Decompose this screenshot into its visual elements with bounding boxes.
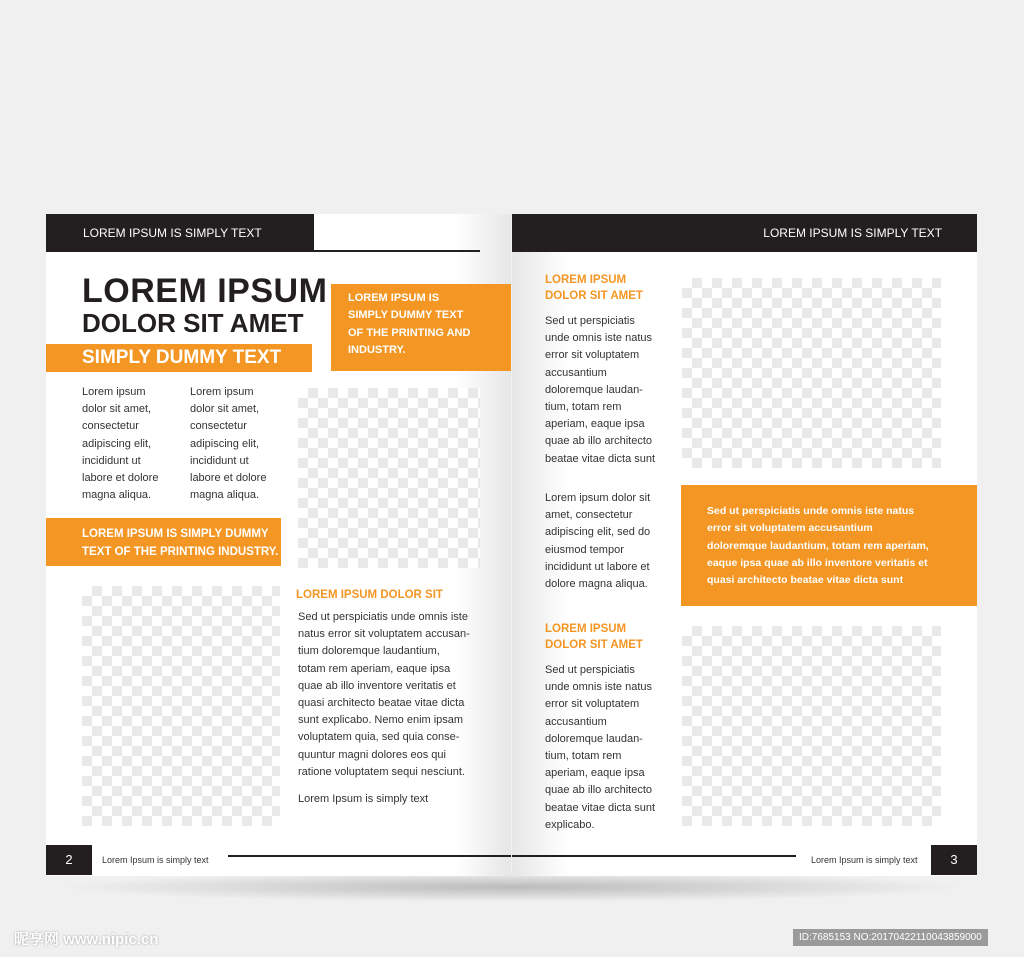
right-page-number: 3 [931,845,977,875]
article-body [298,609,470,781]
text-line: totam rem aperiam, eaque ipsa [298,662,451,675]
article-footer: Lorem Ipsum is simply text [298,793,429,805]
text-line: adipiscing elit, [190,437,260,450]
image-placeholder-2 [82,586,280,826]
text-line: doloremque laudan- [545,732,643,745]
text-line: beatae vitae dicta sunt [545,801,656,814]
left-page [46,214,511,876]
text-line: aperiam, eaque ipsa [545,767,645,780]
callout-line: error sit voluptatem accusantium [707,522,873,535]
text-line: quasi architecto beatae vitae dicta [298,697,465,710]
watermark-id: ID:7685153 NO:20170422110043859000 [793,929,988,946]
band-line: LOREM IPSUM IS SIMPLY DUMMY [82,528,269,540]
text-line: amet, consectetur [545,509,633,522]
left-footer-text: Lorem Ipsum is simply text [102,855,209,865]
text-line: error sit voluptatem [545,698,640,711]
text-line: labore et dolore [82,472,159,485]
text-line: beatae vitae dicta sunt [545,452,656,465]
text-line: adipiscing elit, [82,437,152,450]
text-line: Sed ut perspiciatis [545,315,635,327]
spread-shadow [56,872,968,902]
right-heading-2 [545,621,643,653]
left-header-bar [46,214,314,252]
text-line: quae ab illo architecto [545,435,653,448]
text-line: sunt explicabo. Nemo enim ipsam [298,714,464,727]
image-placeholder-1 [298,388,480,568]
right-callout-box [681,485,977,606]
text-line: dolore magna aliqua. [545,578,648,591]
heading-line: LOREM IPSUM [545,623,627,635]
page-title-line1: LOREM IPSUM [82,272,328,310]
text-line: consectetur [82,420,139,433]
callout-line: LOREM IPSUM IS [348,292,440,304]
right-heading-1 [545,272,643,304]
callout-line: INDUSTRY. [348,343,406,356]
text-line: labore et dolore [190,472,267,485]
left-band-2 [46,518,281,566]
text-line: incididunt ut [190,454,249,467]
callout-line: SIMPLY DUMMY TEXT [348,309,464,322]
text-line: incididunt ut labore et [545,560,650,573]
text-line: adipiscing elit, sed do [545,526,651,539]
text-line: tium, totam rem [545,750,622,763]
text-line: dolor sit amet, [190,403,260,416]
heading-line: LOREM IPSUM [545,274,627,286]
text-line: accusantium [545,715,607,728]
image-placeholder-3 [682,278,941,468]
callout-line: Sed ut perspiciatis unde omnis iste natus [707,505,915,517]
text-line: quuntur magni dolores eos qui [298,748,446,761]
subtitle-band-text: SIMPLY DUMMY TEXT [82,347,282,368]
heading-line: DOLOR SIT AMET [545,639,643,651]
right-header-text: LOREM IPSUM IS SIMPLY TEXT [763,226,942,240]
text-line: aperiam, eaque ipsa [545,418,645,431]
intro-column-1 [82,384,158,504]
text-line: dolor sit amet, [82,403,152,416]
text-line: Lorem ipsum dolor sit [545,492,651,504]
text-line: unde omnis iste natus [545,332,653,345]
text-line: Sed ut perspiciatis unde omnis iste [298,611,468,623]
right-footer-text: Lorem Ipsum is simply text [811,855,918,865]
text-line: voluptatem quia, sed quia conse- [298,731,460,744]
right-footer-rule [512,855,796,857]
text-line: error sit voluptatem [545,349,640,362]
text-line: Sed ut perspiciatis [545,664,635,676]
text-line: quae ab illo inventore veritatis et [298,679,456,692]
subtitle-band [46,344,312,372]
left-callout-box [331,284,511,371]
right-header-bar [512,214,977,252]
page-title-line2: DOLOR SIT AMET [82,308,304,338]
left-header-text: LOREM IPSUM IS SIMPLY TEXT [83,226,262,240]
callout-line: doloremque laudantium, totam rem aperiam, [707,539,929,552]
text-line: Lorem ipsum [190,386,254,398]
heading-line: DOLOR SIT AMET [545,290,643,302]
right-text-3 [545,662,655,834]
callout-line: eaque ipsa quae ab illo inventore veritatis et [707,556,928,569]
article-heading: LOREM IPSUM DOLOR SIT [296,589,443,601]
right-text-1 [545,313,655,468]
intro-column-2 [190,384,266,504]
text-line: explicabo. [545,818,595,831]
text-line: Lorem ipsum [82,386,146,398]
text-line: ratione voluptatem sequi nesciunt. [298,765,465,778]
text-line: eiusmod tempor [545,543,624,556]
text-line: tium, totam rem [545,401,622,414]
text-line: magna aliqua. [190,489,260,502]
text-line: unde omnis iste natus [545,681,653,694]
text-line: magna aliqua. [82,489,152,502]
text-line: incididunt ut [82,454,141,467]
text-line: natus error sit voluptatem accusan- [298,628,470,641]
right-text-2 [545,490,650,593]
text-line: accusantium [545,366,607,379]
right-page [512,214,977,876]
text-line: quae ab illo architecto [545,784,653,797]
text-line: consectetur [190,420,247,433]
image-placeholder-4 [682,626,941,826]
text-line: tium doloremque laudantium, [298,645,440,658]
callout-line: OF THE PRINTING AND [348,326,471,339]
band-line: TEXT OF THE PRINTING INDUSTRY. [82,545,279,558]
callout-line: quasi architecto beatae vitae dicta sunt [707,574,904,587]
left-page-number: 2 [46,845,92,875]
watermark-logo: 昵享网 www.nipic.cn [14,931,159,948]
left-footer-rule [228,855,511,857]
left-header-rule [314,250,480,252]
text-line: doloremque laudan- [545,383,643,396]
